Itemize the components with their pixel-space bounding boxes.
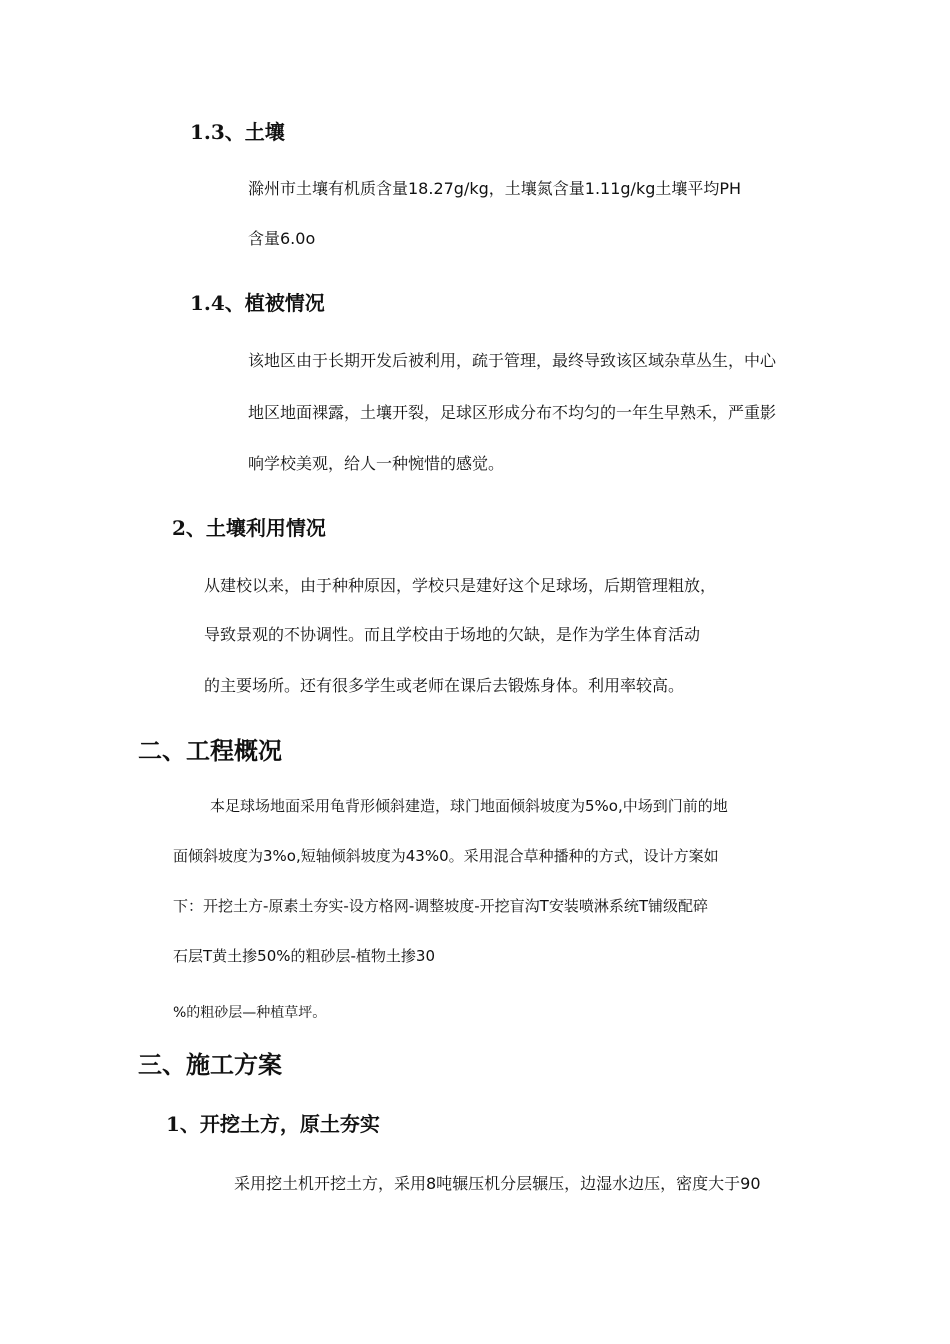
soil-line-2: 含量6.0o [248, 229, 316, 248]
soil-use-line-1: 从建校以来，由于种种原因，学校只是建好这个足球场，后期管理粗放， [204, 576, 717, 595]
overview-line-4: 石层T黄土掺50%的粗砂层-植物土掺30 [173, 947, 436, 965]
heading-1-4: 1.4、植被情况 [190, 291, 325, 315]
heading-2-soil-use: 2、土壤利用情况 [172, 516, 326, 540]
heading-1-3: 1.3、土壤 [190, 120, 285, 144]
overview-line-3: 下：开挖土方-原素土夯实-设方格网-调整坡度-开挖盲沟T安装喷淋系统T铺级配碎 [173, 897, 708, 915]
vegetation-line-2: 地区地面裸露，土壤开裂，足球区形成分布不均匀的一年生早熟禾，严重影 [248, 403, 777, 422]
soil-use-line-3: 的主要场所。还有很多学生或老师在课后去锻炼身体。利用率较高。 [204, 676, 685, 695]
heading-construction-plan: 三、施工方案 [138, 1050, 282, 1079]
vegetation-line-1: 该地区由于长期开发后被利用，疏于管理，最终导致该区域杂草丛生，中心 [248, 351, 777, 370]
heading-excavation: 1、开挖土方，原土夯实 [166, 1112, 380, 1136]
overview-line-5: %的粗砂层—种植草坪。 [173, 1005, 327, 1021]
soil-use-line-2: 导致景观的不协调性。而且学校由于场地的欠缺，是作为学生体育活动 [204, 625, 701, 644]
soil-line-1: 滁州市土壤有机质含量18.27g/kg，土壤氮含量1.11g/kg土壤平均PH [248, 179, 742, 198]
heading-project-overview: 二、工程概况 [138, 736, 282, 765]
vegetation-line-3: 响学校美观，给人一种惋惜的感觉。 [248, 454, 505, 473]
overview-line-1: 本足球场地面采用龟背形倾斜建造，球门地面倾斜坡度为5%o,中场到门前的地 [210, 797, 728, 815]
overview-line-2: 面倾斜坡度为3%o,短轴倾斜坡度为43%0。采用混合草种播种的方式，设计方案如 [173, 847, 719, 865]
excavation-line-1: 采用挖土机开挖土方，采用8吨辗压机分层辗压，边湿水边压，密度大于90 [234, 1174, 761, 1193]
